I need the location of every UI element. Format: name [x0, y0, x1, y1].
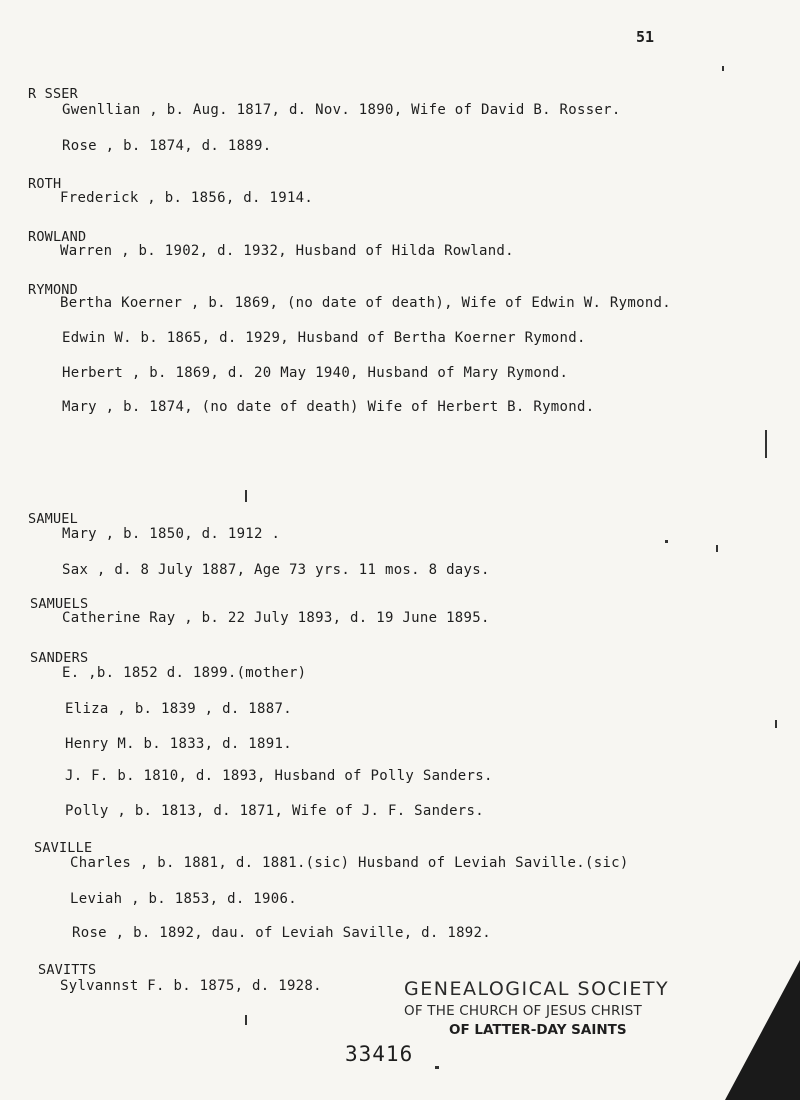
record-entry: Mary , b. 1874, (no date of death) Wife of Herbert B. Rymond. — [62, 399, 595, 415]
record-entry: Eliza , b. 1839 , d. 1887. — [65, 701, 292, 717]
record-entry: Mary , b. 1850, d. 1912 . — [62, 526, 281, 542]
record-entry: Gwenllian , b. Aug. 1817, d. Nov. 1890, Wife of David B. Rosser. — [62, 102, 621, 118]
record-entry: Sylvannst F. b. 1875, d. 1928. — [60, 978, 322, 994]
record-entry: Henry M. b. 1833, d. 1891. — [65, 736, 292, 752]
record-entry: Herbert , b. 1869, d. 20 May 1940, Husband of Mary Rymond. — [62, 365, 569, 381]
page-number: 51 — [636, 28, 655, 46]
record-entry: Sax , d. 8 July 1887, Age 73 yrs. 11 mos. 8 days. — [62, 562, 490, 578]
scan-speck — [245, 490, 247, 502]
surname-heading: SAMUELS — [30, 596, 89, 612]
record-entry: Polly , b. 1813, d. 1871, Wife of J. F. Sanders. — [65, 803, 484, 819]
surname-heading: SANDERS — [30, 650, 89, 666]
scan-speck — [775, 720, 777, 728]
scan-speck — [665, 540, 668, 543]
surname-heading: SAMUEL — [28, 511, 78, 527]
scan-corner-shadow — [725, 960, 800, 1100]
scan-speck — [435, 1066, 439, 1069]
record-entry: Bertha Koerner , b. 1869, (no date of death), Wife of Edwin W. Rymond. — [60, 295, 672, 311]
scan-speck — [722, 66, 724, 71]
stamp-line-church: OF THE CHURCH OF JESUS CHRIST — [404, 1003, 642, 1019]
surname-heading: ROTH — [28, 176, 62, 192]
record-entry: Edwin W. b. 1865, d. 1929, Husband of Bertha Koerner Rymond. — [62, 330, 586, 346]
record-entry: Frederick , b. 1856, d. 1914. — [60, 190, 314, 206]
surname-heading: R SSER — [28, 86, 78, 102]
record-entry: Catherine Ray , b. 22 July 1893, d. 19 June 1895. — [62, 610, 490, 626]
record-entry: E. ,b. 1852 d. 1899.(mother) — [62, 665, 307, 681]
scan-speck — [765, 430, 767, 458]
stamp-line-saints: OF LATTER-DAY SAINTS — [449, 1022, 627, 1038]
record-entry: Leviah , b. 1853, d. 1906. — [70, 891, 297, 907]
stamp-line-society: GENEALOGICAL SOCIETY — [404, 978, 670, 1000]
surname-heading: SAVILLE — [34, 840, 93, 856]
record-entry: Rose , b. 1892, dau. of Leviah Saville, d. 1892. — [72, 925, 491, 941]
record-entry: J. F. b. 1810, d. 1893, Husband of Polly Sanders. — [65, 768, 493, 784]
society-stamp — [404, 978, 704, 1038]
surname-heading: RYMOND — [28, 282, 78, 298]
scan-speck — [716, 545, 718, 552]
record-entry: Charles , b. 1881, d. 1881.(sic) Husband of Leviah Saville.(sic) — [70, 855, 629, 871]
record-entry: Warren , b. 1902, d. 1932, Husband of Hilda Rowland. — [60, 243, 514, 259]
film-number: 33416 — [345, 1042, 414, 1066]
scan-speck — [245, 1015, 247, 1025]
record-entry: Rose , b. 1874, d. 1889. — [62, 138, 272, 154]
surname-heading: SAVITTS — [38, 962, 97, 978]
surname-heading: ROWLAND — [28, 229, 87, 245]
